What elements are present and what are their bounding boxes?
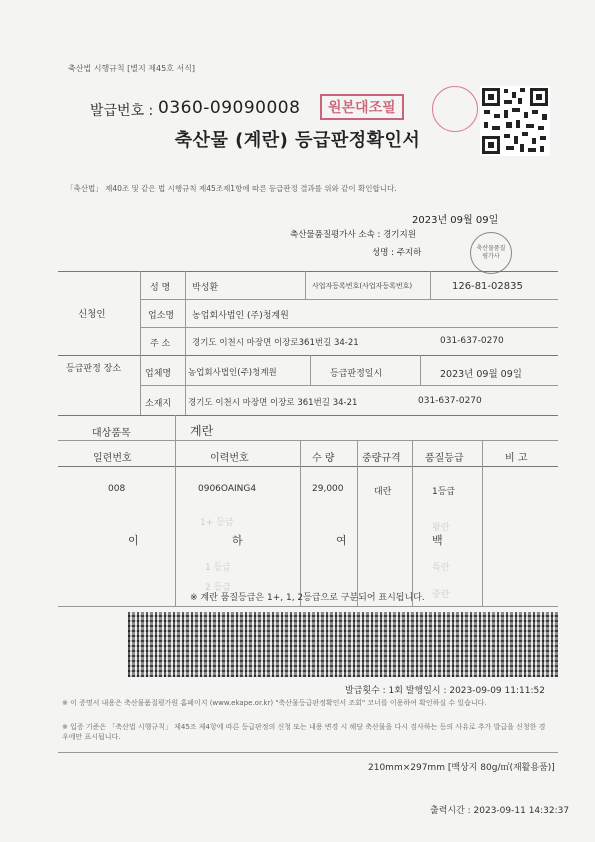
faint-size-b: 특란 <box>432 563 450 573</box>
grading-date: 2023년 09월 09일 <box>440 369 522 380</box>
location-value: 경기도 이천시 마장면 이장로 361번길 34-21 <box>188 398 358 408</box>
print-info: 발급횟수 : 1회 발행일시 : 2023-09-09 11:11:52 <box>345 686 545 696</box>
grader-seal-icon <box>470 232 512 274</box>
row-quantity: 29,000 <box>312 484 344 494</box>
original-copy-stamp: 원본대조필 <box>320 94 404 120</box>
issue-number: 0360-09090008 <box>158 98 301 118</box>
col-header-quantity: 수 량 <box>312 453 335 464</box>
address-value: 경기도 이천시 마장면 이장로361번길 34-21 <box>192 338 359 348</box>
paper-spec: 210mm×297mm [백상지 80g/㎡(재활용품)] <box>368 763 555 773</box>
faint-grade-2: 1 등급 <box>205 563 231 573</box>
grading-date-label: 등급판정일시 <box>330 369 383 379</box>
col-header-trace: 이력번호 <box>210 453 249 464</box>
company-name: 농업회사법인 (주)청계원 <box>192 311 289 321</box>
location-phone: 031-637-0270 <box>418 396 482 406</box>
applicant-section-label: 신청인 <box>78 309 106 320</box>
grade-note: ※ 계란 품질등급은 1+, 1, 2등급으로 구분되어 표시됩니다. <box>190 593 425 603</box>
col-header-grade: 품질등급 <box>425 453 464 464</box>
row-serial: 008 <box>108 484 126 494</box>
faint-grade-1: 1+ 등급 <box>200 518 234 528</box>
faint-size-c: 중란 <box>432 590 450 600</box>
faint-grade-3: 2 등급 <box>205 583 231 593</box>
col-header-remarks: 비 고 <box>505 453 528 464</box>
issue-date: 2023년 09월 09일 <box>412 215 499 226</box>
authority-line: 축산물품질평가사 소속 : 경기지원 <box>290 230 416 240</box>
notice-1: ※ 이 증명서 내용은 축산물품질평가원 홈페이지 (www.ekape.or.kr) "축산물등급판정확인서 조회" 코너를 이용하여 확인하실 수 있습니다. <box>62 699 487 707</box>
blank-mark-1: 이 <box>128 534 139 547</box>
applicant-name: 박성환 <box>192 283 219 293</box>
seal-label: 축산물품질평가사 <box>476 245 506 260</box>
bizno-label: 사업자등록번호(사업자등록번호) <box>312 282 413 290</box>
blank-mark-2: 하 <box>232 534 243 547</box>
security-pattern <box>128 612 558 677</box>
target-value: 계란 <box>190 424 214 438</box>
row-grade: 1등급 <box>432 487 456 497</box>
applicant-name-label: 성 명 <box>150 283 171 293</box>
grading-section-label: 등급판정 장소 <box>66 364 122 374</box>
address-label: 주 소 <box>150 339 171 349</box>
blank-mark-3: 여 <box>336 534 347 547</box>
notice-2: ※ 입증 기준은 「축산법 시행규칙」 제45조 제4항에 따른 등급판정의 신청 또는 내용 변경 시 해당 축산물을 다시 검사하는 등의 사유로 추가 발급을 신청한 경우에만 표시됩니다. <box>62 723 546 741</box>
location-label: 소재지 <box>145 399 172 409</box>
faint-size-a: 왕란 <box>432 523 450 533</box>
col-header-serial: 일련번호 <box>93 453 132 464</box>
grading-place-name: 농업회사법인(주)청계원 <box>188 368 277 378</box>
blank-mark-4: 백 <box>432 534 443 547</box>
company-label: 업소명 <box>148 311 175 321</box>
row-weight: 대란 <box>374 487 392 497</box>
output-time: 출력시간 : 2023-09-11 14:32:37 <box>430 806 570 816</box>
grader-name: 성명 : 주지하 <box>372 248 422 258</box>
form-reference: 축산법 시행규칙 [별지 제45호 서식] <box>68 64 196 73</box>
col-header-weight: 중량규격 <box>362 453 401 464</box>
issue-number-label: 발급번호 : <box>90 103 154 119</box>
applicant-phone: 031-637-0270 <box>440 336 504 346</box>
target-label: 대상품목 <box>92 428 131 439</box>
statement-text: 「축산법」 제40조 및 같은 법 시행규칙 제45조제1항에 따른 등급판정 결과를 위와 같이 확인합니다. <box>66 184 397 193</box>
grading-place-label: 업체명 <box>145 369 172 379</box>
document-title: 축산물 (계란) 등급판정확인서 <box>174 130 421 151</box>
row-trace-number: 0906OAING4 <box>198 484 257 494</box>
bizno-value: 126-81-02835 <box>452 281 523 292</box>
